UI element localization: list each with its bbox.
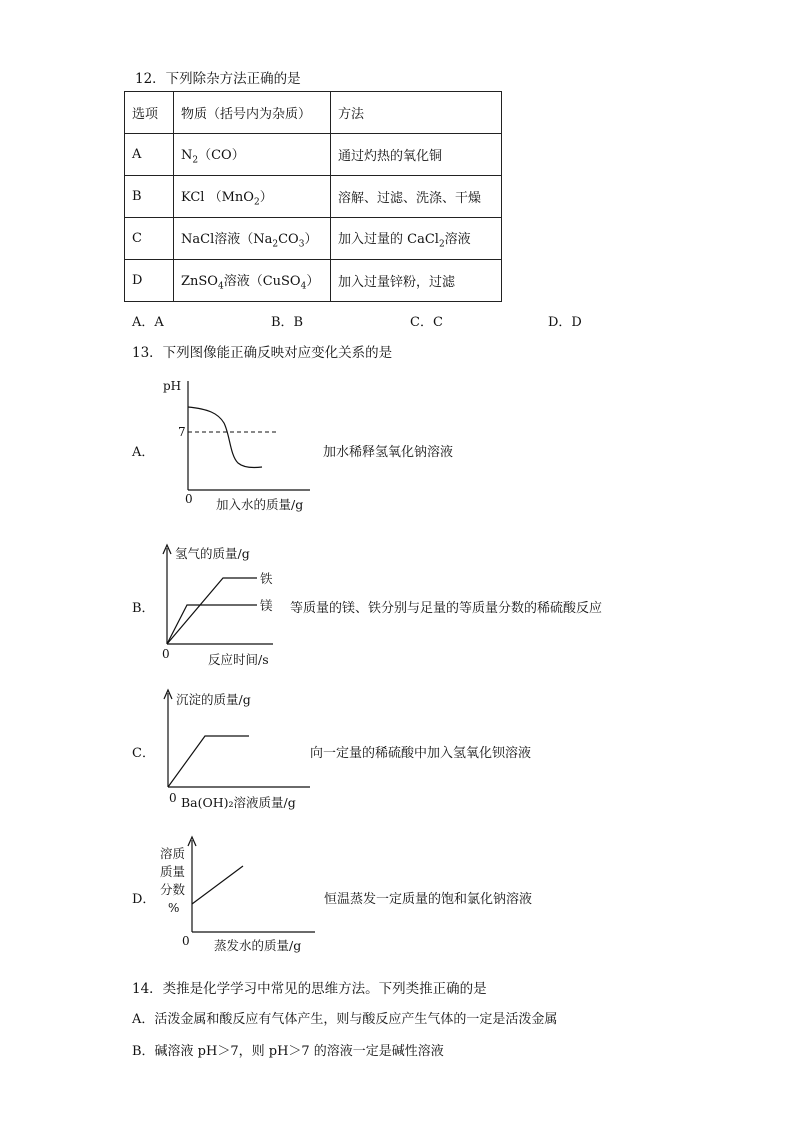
q13-a-description: 加水稀释氢氧化钠溶液 bbox=[323, 445, 454, 460]
q13-b-label: B． bbox=[132, 601, 155, 616]
table-header-row bbox=[125, 92, 502, 134]
option-letter: D bbox=[125, 260, 174, 302]
option-method: 通过灼热的氧化铜 bbox=[331, 134, 502, 176]
q12-choice-d: D．D bbox=[548, 315, 582, 330]
x-axis-label: 蒸发水的质量/g bbox=[214, 938, 302, 953]
option-substance: $N_2(CO)$ bbox=[174, 134, 331, 176]
table-header-cell: 物质（括号内为杂质） bbox=[174, 92, 331, 134]
ph-curve bbox=[188, 407, 262, 468]
q13-a-label: A． bbox=[132, 445, 155, 460]
option-method: 加入过量锌粉，过滤 bbox=[331, 260, 502, 302]
option-method: 溶解、过滤、洗涤、干燥 bbox=[331, 176, 502, 218]
q12-choice-b: B．B bbox=[271, 315, 304, 330]
y-axis-label: 氢气的质量/g bbox=[175, 546, 250, 561]
table-header-cell: 选项 bbox=[125, 92, 174, 134]
precipitate-line bbox=[168, 736, 249, 787]
y-axis-label: 沉淀的质量/g bbox=[176, 692, 251, 707]
y-axis-label-line4: % bbox=[168, 901, 180, 915]
origin-label: 0 bbox=[162, 647, 170, 661]
q13-title: 13．下列图像能正确反映对应变化关系的是 bbox=[132, 345, 393, 361]
origin-label: 0 bbox=[185, 492, 193, 506]
q12-title: 12．下列除杂方法正确的是 bbox=[135, 71, 301, 87]
origin-label: 0 bbox=[169, 791, 177, 805]
table-header-cell: 方法 bbox=[331, 92, 502, 134]
option-substance: NaCl溶液$(Na_2CO_3)$ bbox=[174, 218, 331, 260]
option-letter: A bbox=[125, 134, 174, 176]
q13-d-description: 恒温蒸发一定质量的饱和氯化钠溶液 bbox=[324, 892, 533, 907]
option-substance: ZnSO$_4$溶液（CuSO$_4$） bbox=[174, 260, 331, 302]
q13-c-description: 向一定量的稀硫酸中加入氢氧化钡溶液 bbox=[310, 746, 532, 761]
q14-option-a: A．活泼金属和酸反应有气体产生，则与酸反应产生气体的一定是活泼金属 bbox=[132, 1012, 558, 1027]
q13-b-description: 等质量的镁、铁分别与足量的等质量分数的稀硫酸反应 bbox=[290, 601, 603, 616]
q12-choice-a: A．A bbox=[132, 315, 164, 330]
table-row bbox=[125, 218, 502, 260]
q13-d-label: D． bbox=[132, 892, 156, 907]
y-axis-label-line2: 质量 bbox=[160, 864, 186, 879]
y-axis-label-line1: 溶质 bbox=[160, 846, 186, 861]
x-axis-label: 反应时间/s bbox=[208, 652, 269, 667]
x-axis-label: Ba(OH)₂溶液质量/g bbox=[181, 795, 296, 810]
option-method: 加入过量的 CaCl$_2$溶液 bbox=[331, 218, 502, 260]
mass-fraction-line bbox=[192, 866, 243, 904]
q12-choice-c: C．C bbox=[410, 315, 443, 330]
q13-a-graph bbox=[150, 375, 320, 520]
origin-label: 0 bbox=[182, 934, 190, 948]
ph7-label: 7 bbox=[178, 425, 186, 439]
magnesium-series-line bbox=[167, 605, 257, 644]
option-letter: B bbox=[125, 176, 174, 218]
y-axis-label-line3: 分数 bbox=[160, 882, 186, 897]
iron-series-line bbox=[167, 578, 257, 644]
q12-options-table bbox=[124, 91, 502, 302]
q13-c-graph bbox=[150, 685, 315, 815]
option-substance: KCl （MnO$_2$） bbox=[174, 176, 331, 218]
magnesium-series-label: 镁 bbox=[260, 598, 273, 613]
q14-option-b: B．碱溶液 pH＞7，则 pH＞7 的溶液一定是碱性溶液 bbox=[132, 1044, 444, 1059]
table-row bbox=[125, 176, 502, 218]
q13-b-graph bbox=[150, 540, 290, 670]
q13-c-label: C． bbox=[132, 746, 155, 761]
q14-title: 14．类推是化学学习中常见的思维方法。下列类推正确的是 bbox=[132, 981, 487, 997]
iron-series-label: 铁 bbox=[260, 571, 273, 586]
table-row bbox=[125, 134, 502, 176]
y-axis-label: pH bbox=[163, 379, 182, 393]
q13-d-graph bbox=[155, 832, 320, 957]
x-axis-label: 加入水的质量/g bbox=[216, 497, 304, 512]
option-letter: C bbox=[125, 218, 174, 260]
table-row bbox=[125, 260, 502, 302]
